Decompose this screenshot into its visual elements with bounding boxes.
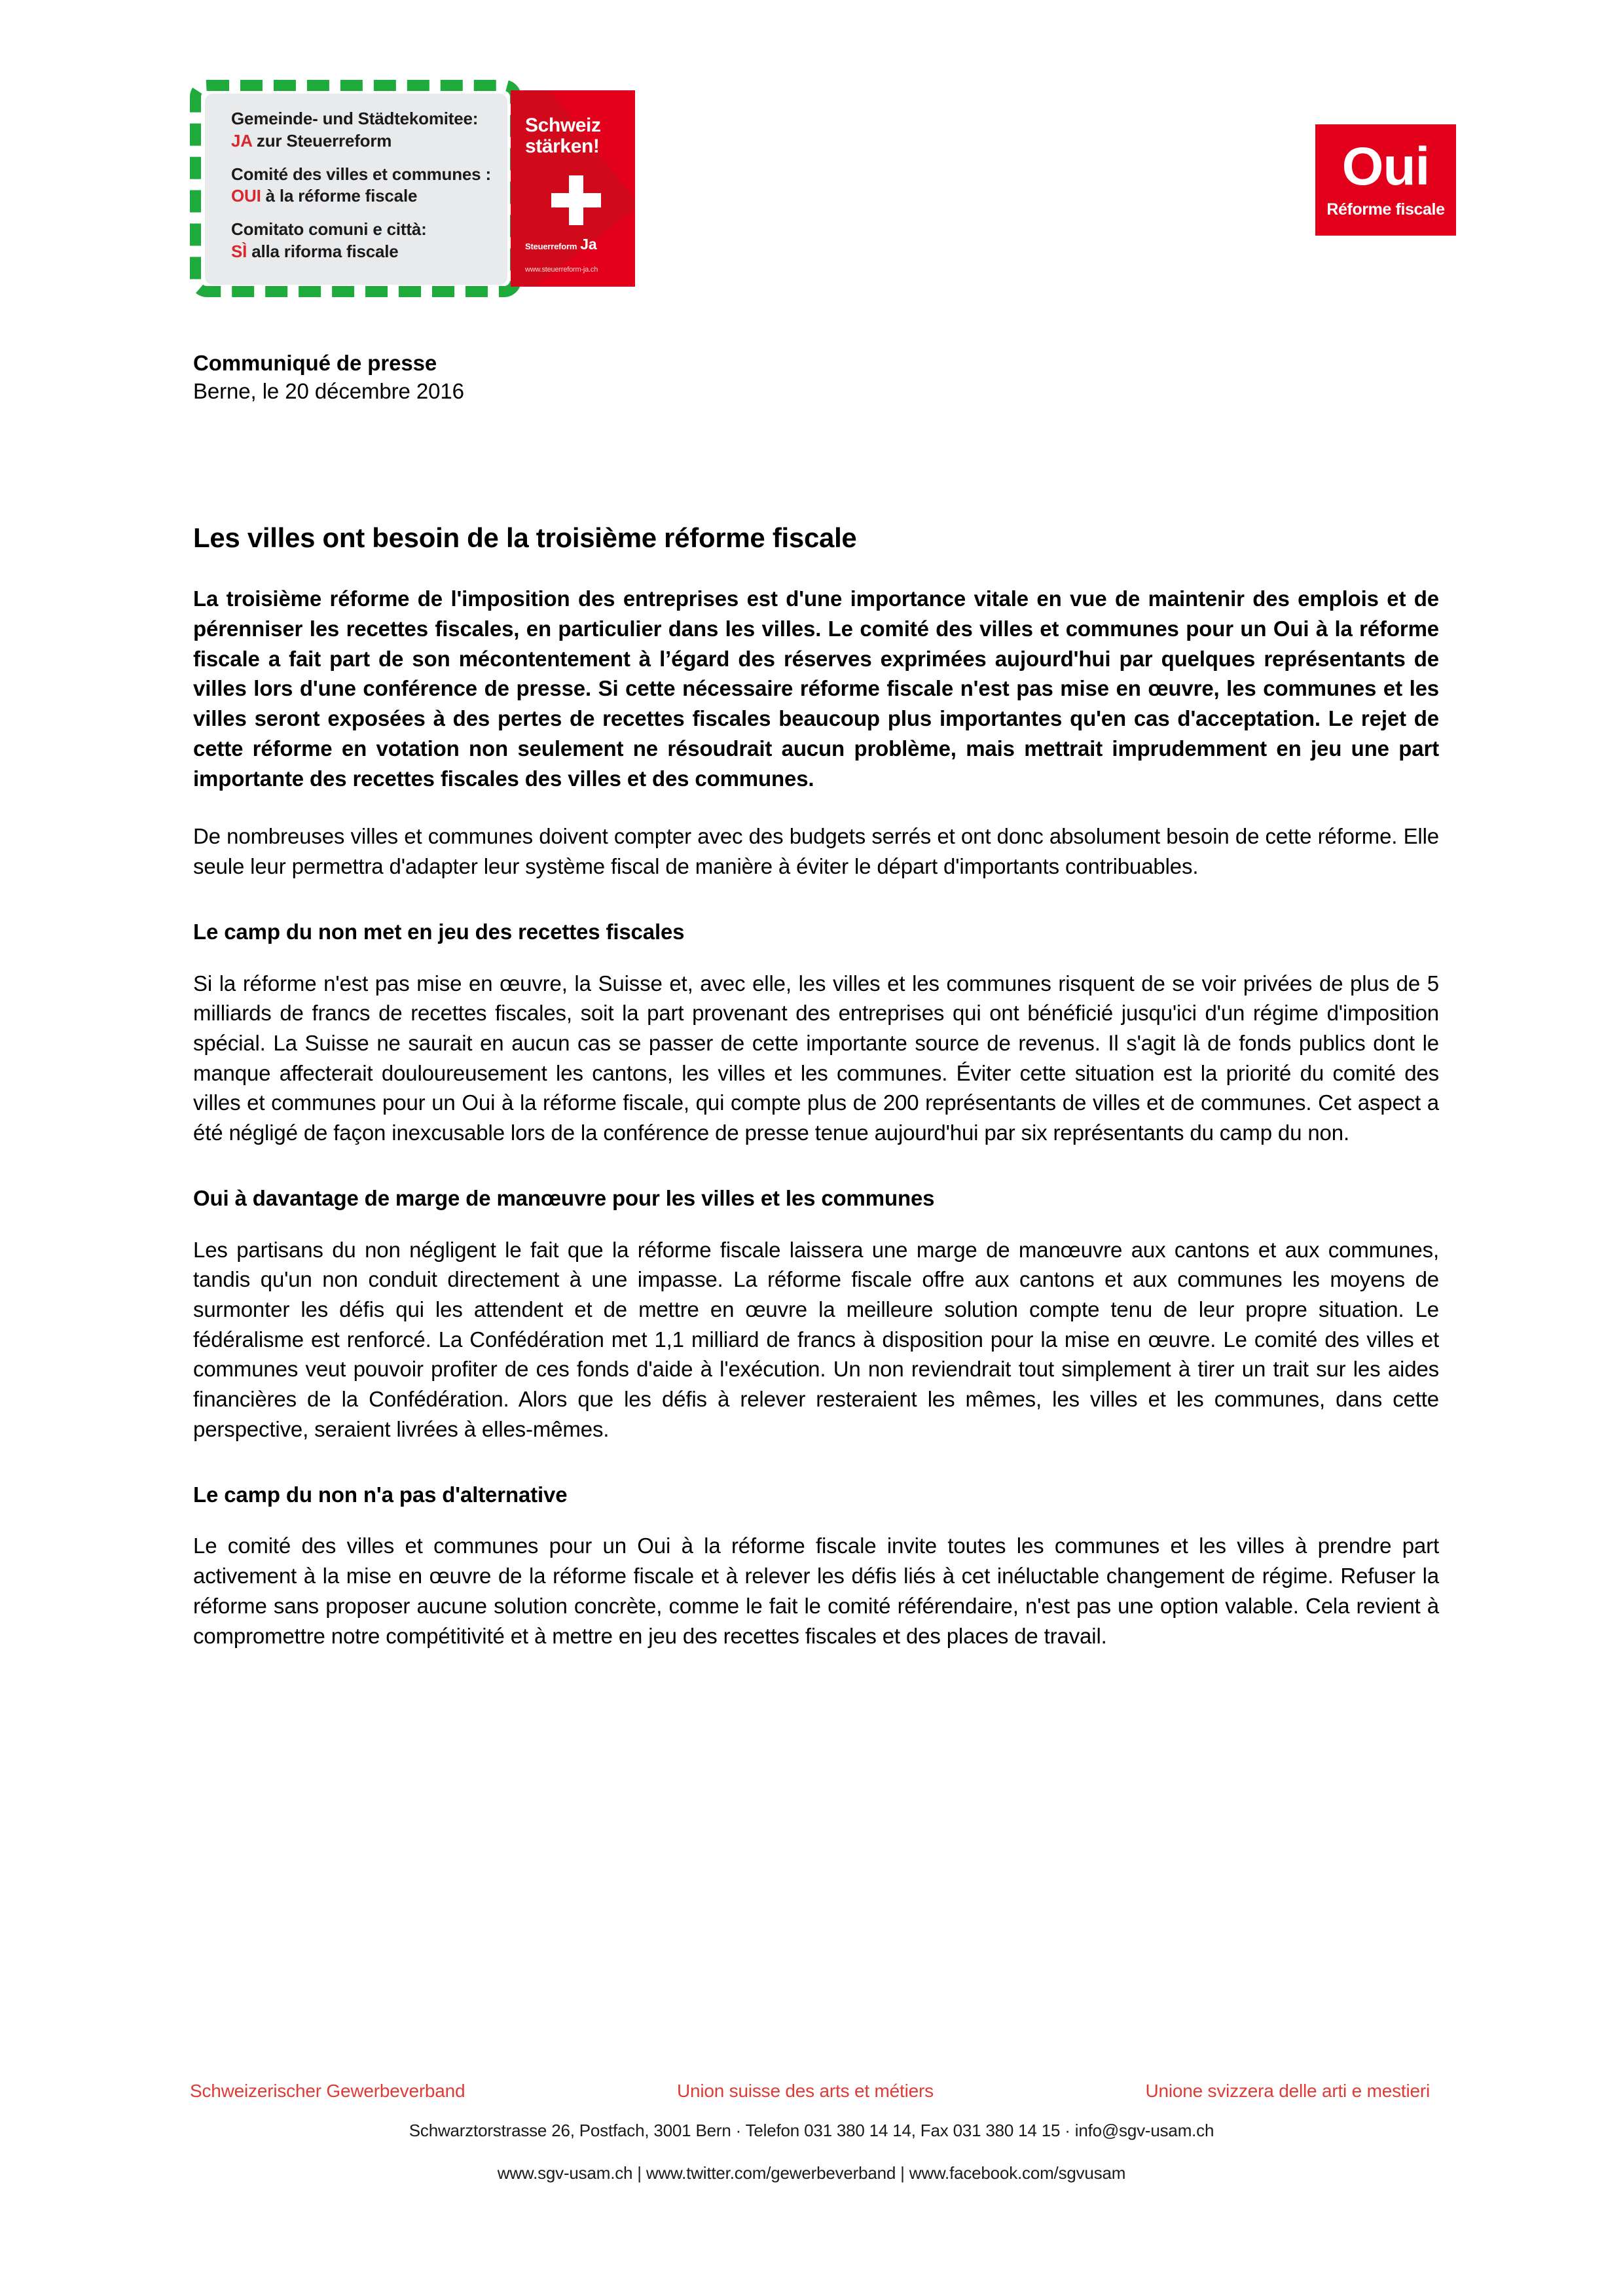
footer-organisation-names xyxy=(0,2081,1623,2102)
press-release-label: Communiqué de presse xyxy=(193,351,437,375)
place-and-date: Berne, le 20 décembre 2016 xyxy=(193,378,464,403)
section-heading-1: Le camp du non met en jeu des recettes fiscales xyxy=(193,919,685,944)
keyword-oui: OUI xyxy=(231,186,261,206)
committee-logo xyxy=(190,80,681,306)
committee-heading-fr: Comité des villes et communes : xyxy=(231,164,491,184)
banner-title-line2: stärken! xyxy=(525,135,600,158)
oui-reforme-fiscale-logo xyxy=(1315,124,1456,236)
footer-org-de: Schweizerischer Gewerbeverband xyxy=(190,2081,465,2102)
committee-rest-de: zur Steuerreform xyxy=(251,130,392,151)
committee-rest-fr: à la réforme fiscale xyxy=(261,186,418,206)
committee-rest-it: alla riforma fiscale xyxy=(247,241,399,261)
footer-links[interactable]: www.sgv-usam.ch | www.twitter.com/gewerbeverband | www.facebook.com/sgvusam xyxy=(497,2162,1126,2183)
header-band xyxy=(0,0,1623,327)
banner-slogan xyxy=(525,236,596,253)
oui-logo-word: Oui xyxy=(1341,137,1430,196)
oui-logo-subtitle: Réforme fiscale xyxy=(1326,200,1445,219)
footer-address: Schwarztorstrasse 26, Postfach, 3001 Bern · Telefon 031 380 14 14, Fax 031 380 14 15 · info@sgv-usam.ch xyxy=(409,2121,1214,2141)
committee-panel xyxy=(205,94,507,285)
committee-block-fr xyxy=(231,164,507,208)
banner-url: www.steuerreform-ja.ch xyxy=(525,266,598,274)
swiss-cross-icon xyxy=(551,175,601,225)
steuerreform-banner xyxy=(511,90,635,287)
section-heading-3: Le camp du non n'a pas d'alternative xyxy=(193,1482,568,1507)
committee-slogan-it xyxy=(231,241,507,263)
lead-paragraph: La troisième réforme de l'imposition des entreprises est d'une importance vitale en vue de maintenir des emplois et de pérenniser les recettes fiscales, en particulier dans les villes. Le comité des villes et communes pour un Oui à la réforme fiscale a fait part de son mécontentement à l’égard des réserves exprimées aujourd'hui par quelques représentants de villes lors d'une conférence de presse. Si cette nécessaire réforme fiscale n'est pas mise en œuvre, les communes et les villes seront exposées à des pertes de recettes fiscales beaucoup plus importantes qu'en cas d'acceptation. Le rejet de cette réforme en votation non seulement ne résoudrait aucun problème, mais mettrait imprudemment en jeu une part importante des recettes fiscales des villes et des communes. xyxy=(193,586,1439,791)
keyword-si: SÌ xyxy=(231,241,247,261)
footer-org-fr: Union suisse des arts et métiers xyxy=(676,2081,934,2102)
committee-slogan-de xyxy=(231,130,507,152)
committee-slogan-fr xyxy=(231,185,507,207)
committee-heading-it: Comitato comuni e città: xyxy=(231,219,427,240)
page-footer xyxy=(0,2081,1623,2186)
committee-block-de xyxy=(231,108,507,152)
banner-slogan-big: Ja xyxy=(580,236,597,253)
page-title: Les villes ont besoin de la troisième réforme fiscale xyxy=(193,522,857,553)
committee-heading-de: Gemeinde- und Städtekomitee: xyxy=(231,109,479,128)
intro-paragraph: De nombreuses villes et communes doivent compter avec des budgets serrés et ont donc absolument besoin de cette réforme. Elle seule leur permettra d'adapter leur système fiscal de manière à éviter le départ d'importants contribuables. xyxy=(193,824,1439,878)
banner-title-line1: Schweiz xyxy=(525,115,601,136)
section-body-1: Si la réforme n'est pas mise en œuvre, la Suisse et, avec elle, les villes et les communes risquent de se voir privées de plus de 5 milliards de francs de recettes fiscales, soit la part provenant des entreprises qui ont bénéficié jusqu'ici d'un régime d'imposition spécial. La Suisse ne saurait en aucun cas se passer de cette importante source de revenus. Il s'agit là de fonds publics dont le manque affecterait douloureusement les cantons, les villes et les communes. Éviter cette situation est la priorité du comité des villes et communes pour un Oui à la réforme fiscale, qui compte plus de 200 représentants de villes et de communes. Cet aspect a été négligé de façon inexcusable lors de la conférence de presse tenue aujourd'hui par six représentants du camp du non. xyxy=(193,971,1439,1145)
banner-slogan-small: Steuerreform xyxy=(525,242,577,251)
section-heading-2: Oui à davantage de marge de manœuvre pour les villes et les communes xyxy=(193,1185,935,1210)
footer-org-it: Unione svizzera delle arti e mestieri xyxy=(1145,2081,1430,2102)
section-body-3: Le comité des villes et communes pour un Oui à la réforme fiscale invite toutes les communes et les villes à prendre part activement à la mise en œuvre de la réforme fiscale et à relever les défis liés à cet inéluctable changement de régime. Refuser la réforme sans proposer aucune solution concrète, comme le fait le comité référendaire, n'est pas une option valable. Cela revient à compromettre notre compétitivité et à mettre en jeu des recettes fiscales et des places de travail. xyxy=(193,1534,1439,1648)
banner-title xyxy=(511,90,635,157)
section-body-2: Les partisans du non négligent le fait que la réforme fiscale laissera une marge de manœuvre aux cantons et aux communes, tandis qu'un non conduit directement à une impasse. La réforme fiscale offre aux cantons et aux communes les moyens de surmonter les défis qui les attendent et de mettre en œuvre la meilleure solution compte tenu de leur propre situation. Le fédéralisme est renforcé. La Confédération met 1,1 milliard de francs à disposition pour la mise en œuvre. Le comité des villes et communes veut pouvoir profiter de ces fonds d'aide à l'exécution. Un non reviendrait tout simplement à tirer un trait sur les aides financières de la Confédération. Alors que les défis à relever resteraient les mêmes, les villes et les communes, dans cette perspective, seraient livrées à elles-mêmes. xyxy=(193,1237,1439,1441)
document-content xyxy=(193,350,1439,1672)
committee-block-it xyxy=(231,219,507,263)
keyword-ja: JA xyxy=(231,130,252,151)
